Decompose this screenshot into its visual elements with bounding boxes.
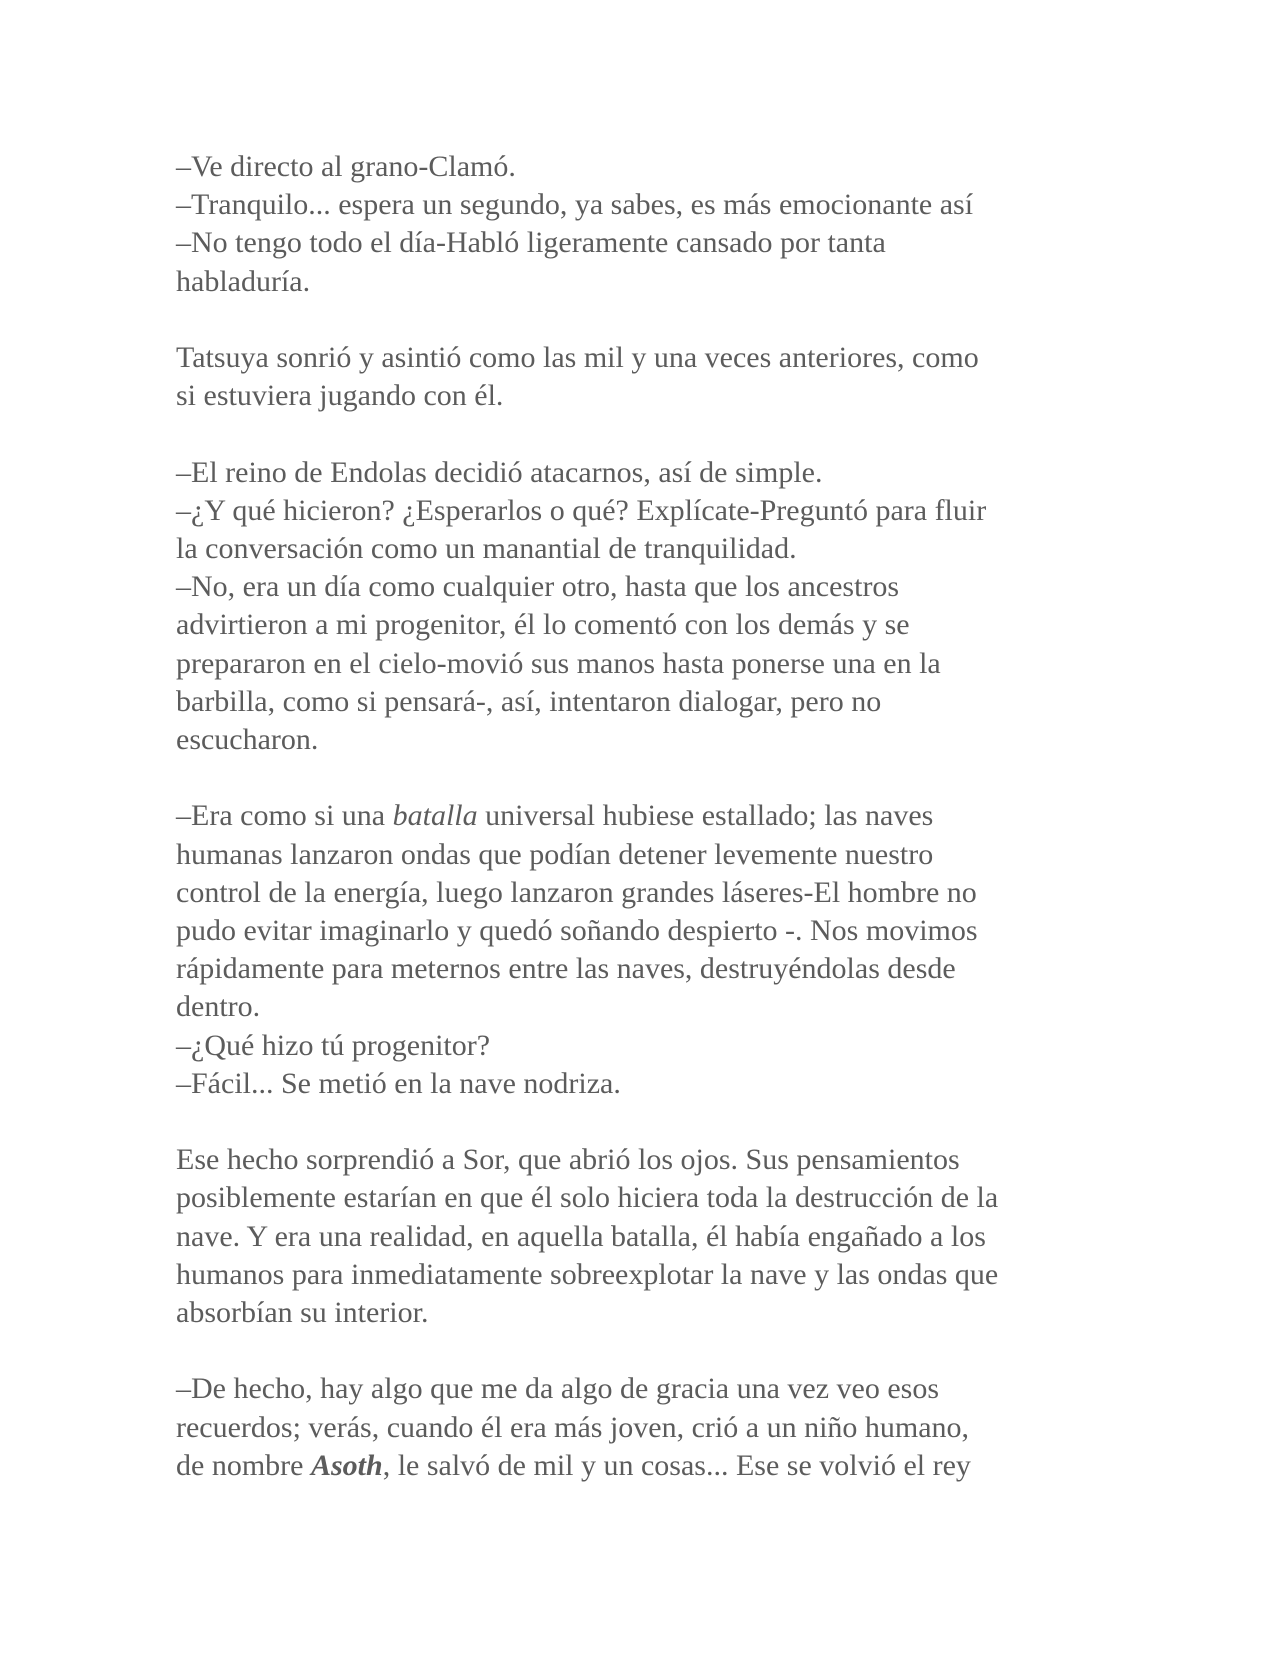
text-line: pudo evitar imaginarlo y quedó soñando despierto -. Nos movimos [176,914,978,948]
text-line: –Tranquilo... espera un segundo, ya sabes, es más emocionante así [176,188,974,222]
text-segment: , le salvó de mil y un cosas... Ese se volvió el rey [382,1448,971,1482]
text-line: rápidamente para meternos entre las naves, destruyéndolas desde [176,952,956,986]
text-line [176,1447,1096,1485]
document-page [176,148,1096,1485]
text-line: advirtieron a mi progenitor, él lo comentó con los demás y se [176,608,910,642]
paragraph-gap [176,1103,1096,1141]
text-line: –¿Y qué hicieron? ¿Esperarlos o qué? Explícate-Preguntó para fluir [176,493,987,527]
text-line: absorbían su interior. [176,1296,429,1330]
text-line: –De hecho, hay algo que me da algo de gracia una vez veo esos [176,1372,940,1406]
text-line: nave. Y era una realidad, en aquella batalla, él había engañado a los [176,1219,986,1253]
text-line: humanas lanzaron ondas que podían detener levemente nuestro [176,837,934,871]
text-segment: de nombre [176,1448,311,1482]
paragraph-dialogue-opening [176,148,1096,301]
text-line: recuerdos; verás, cuando él era más joven, crió a un niño humano, [176,1410,970,1444]
text-segment: universal hubiese estallado; las naves [477,799,934,833]
text-line: –Fácil... Se metió en la nave nodriza. [176,1066,621,1100]
text-line: –Ve directo al grano-Clamó. [176,150,516,183]
bold-italic-name: Asoth [310,1448,383,1482]
text-line: humanos para inmediatamente sobreexplotar la nave y las ondas que [176,1257,999,1291]
paragraph-gap [176,301,1096,339]
text-line: la conversación como un manantial de tranquilidad. [176,532,797,565]
text-line: escucharon. [176,723,319,757]
paragraph-tatsuya [176,339,1096,415]
text-line: Tatsuya sonrió y asintió como las mil y una veces anteriores, como [176,341,979,374]
paragraph-asoth [176,1370,1096,1485]
text-line [176,797,1096,835]
text-line: prepararon en el cielo-movió sus manos hasta ponerse una en la [176,646,941,680]
text-line: barbilla, como si pensará-, así, intentaron dialogar, pero no [176,684,882,718]
text-line: –El reino de Endolas decidió atacarnos, así de simple. [176,455,823,489]
paragraph-sor [176,1141,1096,1332]
paragraph-gap [176,415,1096,453]
text-line: control de la energía, luego lanzaron grandes láseres-El hombre no [176,875,977,909]
italic-word: batalla [392,799,478,833]
text-segment: –Era como si una [176,799,393,833]
text-line: dentro. [176,990,261,1024]
paragraph-gap [176,759,1096,797]
text-line: –No, era un día como cualquier otro, hasta que los ancestros [176,570,900,604]
text-line: posiblemente estarían en que él solo hiciera toda la destrucción de la [176,1181,999,1215]
text-line: habladuría. [176,264,311,298]
text-line: Ese hecho sorprendió a Sor, que abrió los ojos. Sus pensamientos [176,1143,960,1177]
paragraph-endolas [176,454,1096,760]
text-line: –¿Qué hizo tú progenitor? [176,1028,491,1062]
paragraph-gap [176,1332,1096,1370]
text-line: –No tengo todo el día-Habló ligeramente cansado por tanta [176,226,886,260]
text-line: si estuviera jugando con él. [176,379,504,413]
paragraph-battle [176,797,1096,1103]
